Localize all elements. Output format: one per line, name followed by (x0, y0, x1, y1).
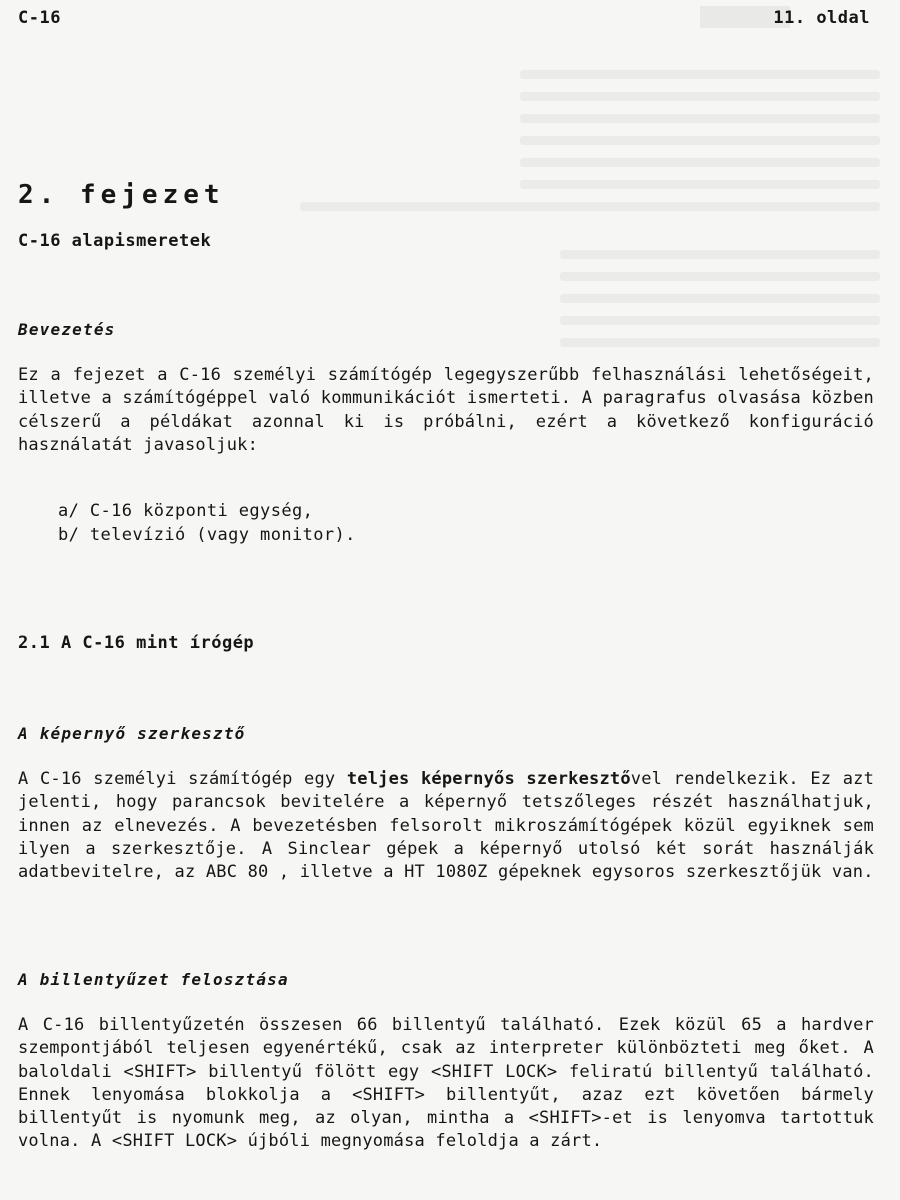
keyboard-heading: A billentyűzet felosztása (18, 970, 289, 989)
paragraph-text: vel rendelkezik. Ez azt jelenti, hogy parancsok bevitelére a képernyő tetszőleges részét használhatjuk, innen az elnevezés. A bevezetésben felsorolt mikroszámítógépek közül egyiknek sem ilyen a szerkesztője. A Sinclear gépek a képernyő utolsó két sorát használják adatbevitelre, az ABC 80 , illetve a HT 1080Z gépeknek egysoros szerkesztőjük van. (18, 769, 875, 883)
section-heading-typewriter: 2.1 A C-16 mint írógép (18, 633, 255, 653)
chapter-title: 2. fejezet (18, 180, 225, 210)
intro-paragraph: Ez a fejezet a C-16 személyi számítógép legegyszerűbb felhasználási lehetőségeit, illetve a számítógéppel való kommunikációt ismerteti. A paragrafus olvasása közben célszerű a példákat azonnal ki is próbálni, ezért a következő konfiguráció használatát javasoljuk: (18, 365, 874, 455)
keyboard-paragraph: A C-16 billentyűzetén összesen 66 billentyű található. Ezek közül 65 a hardver szempontjából teljesen egyenértékű, csak az interpreter különbözteti meg őket. A baloldali <SHIFT> billentyű fölött egy <SHIFT LOCK> feliratú billentyű található. Ennek lenyomása blokkolja a <SHIFT> billentyűt, azaz ezt követően bármely billentyűt is nyomunk meg, az olyan, mintha a <SHIFT>-et is lenyomva tartottuk volna. A <SHIFT LOCK> újbóli megnyomása feloldja a zárt. (18, 1015, 874, 1152)
page-number: 11. oldal (773, 8, 870, 28)
emphasized-text: teljes képernyős szerkesztő (346, 769, 631, 789)
list-item: b/ televízió (vagy monitor). (58, 524, 356, 545)
intro-heading: Bevezetés (18, 320, 116, 339)
configuration-list (58, 500, 356, 547)
running-header-left: C-16 (18, 8, 61, 28)
screen-editor-heading: A képernyő szerkesztő (18, 724, 246, 743)
screen-editor-paragraph (18, 768, 874, 884)
chapter-subtitle: C-16 alapismeretek (18, 231, 212, 251)
paragraph-text: A C-16 személyi számítógép egy (18, 769, 336, 789)
list-item: a/ C-16 központi egység, (58, 501, 314, 521)
